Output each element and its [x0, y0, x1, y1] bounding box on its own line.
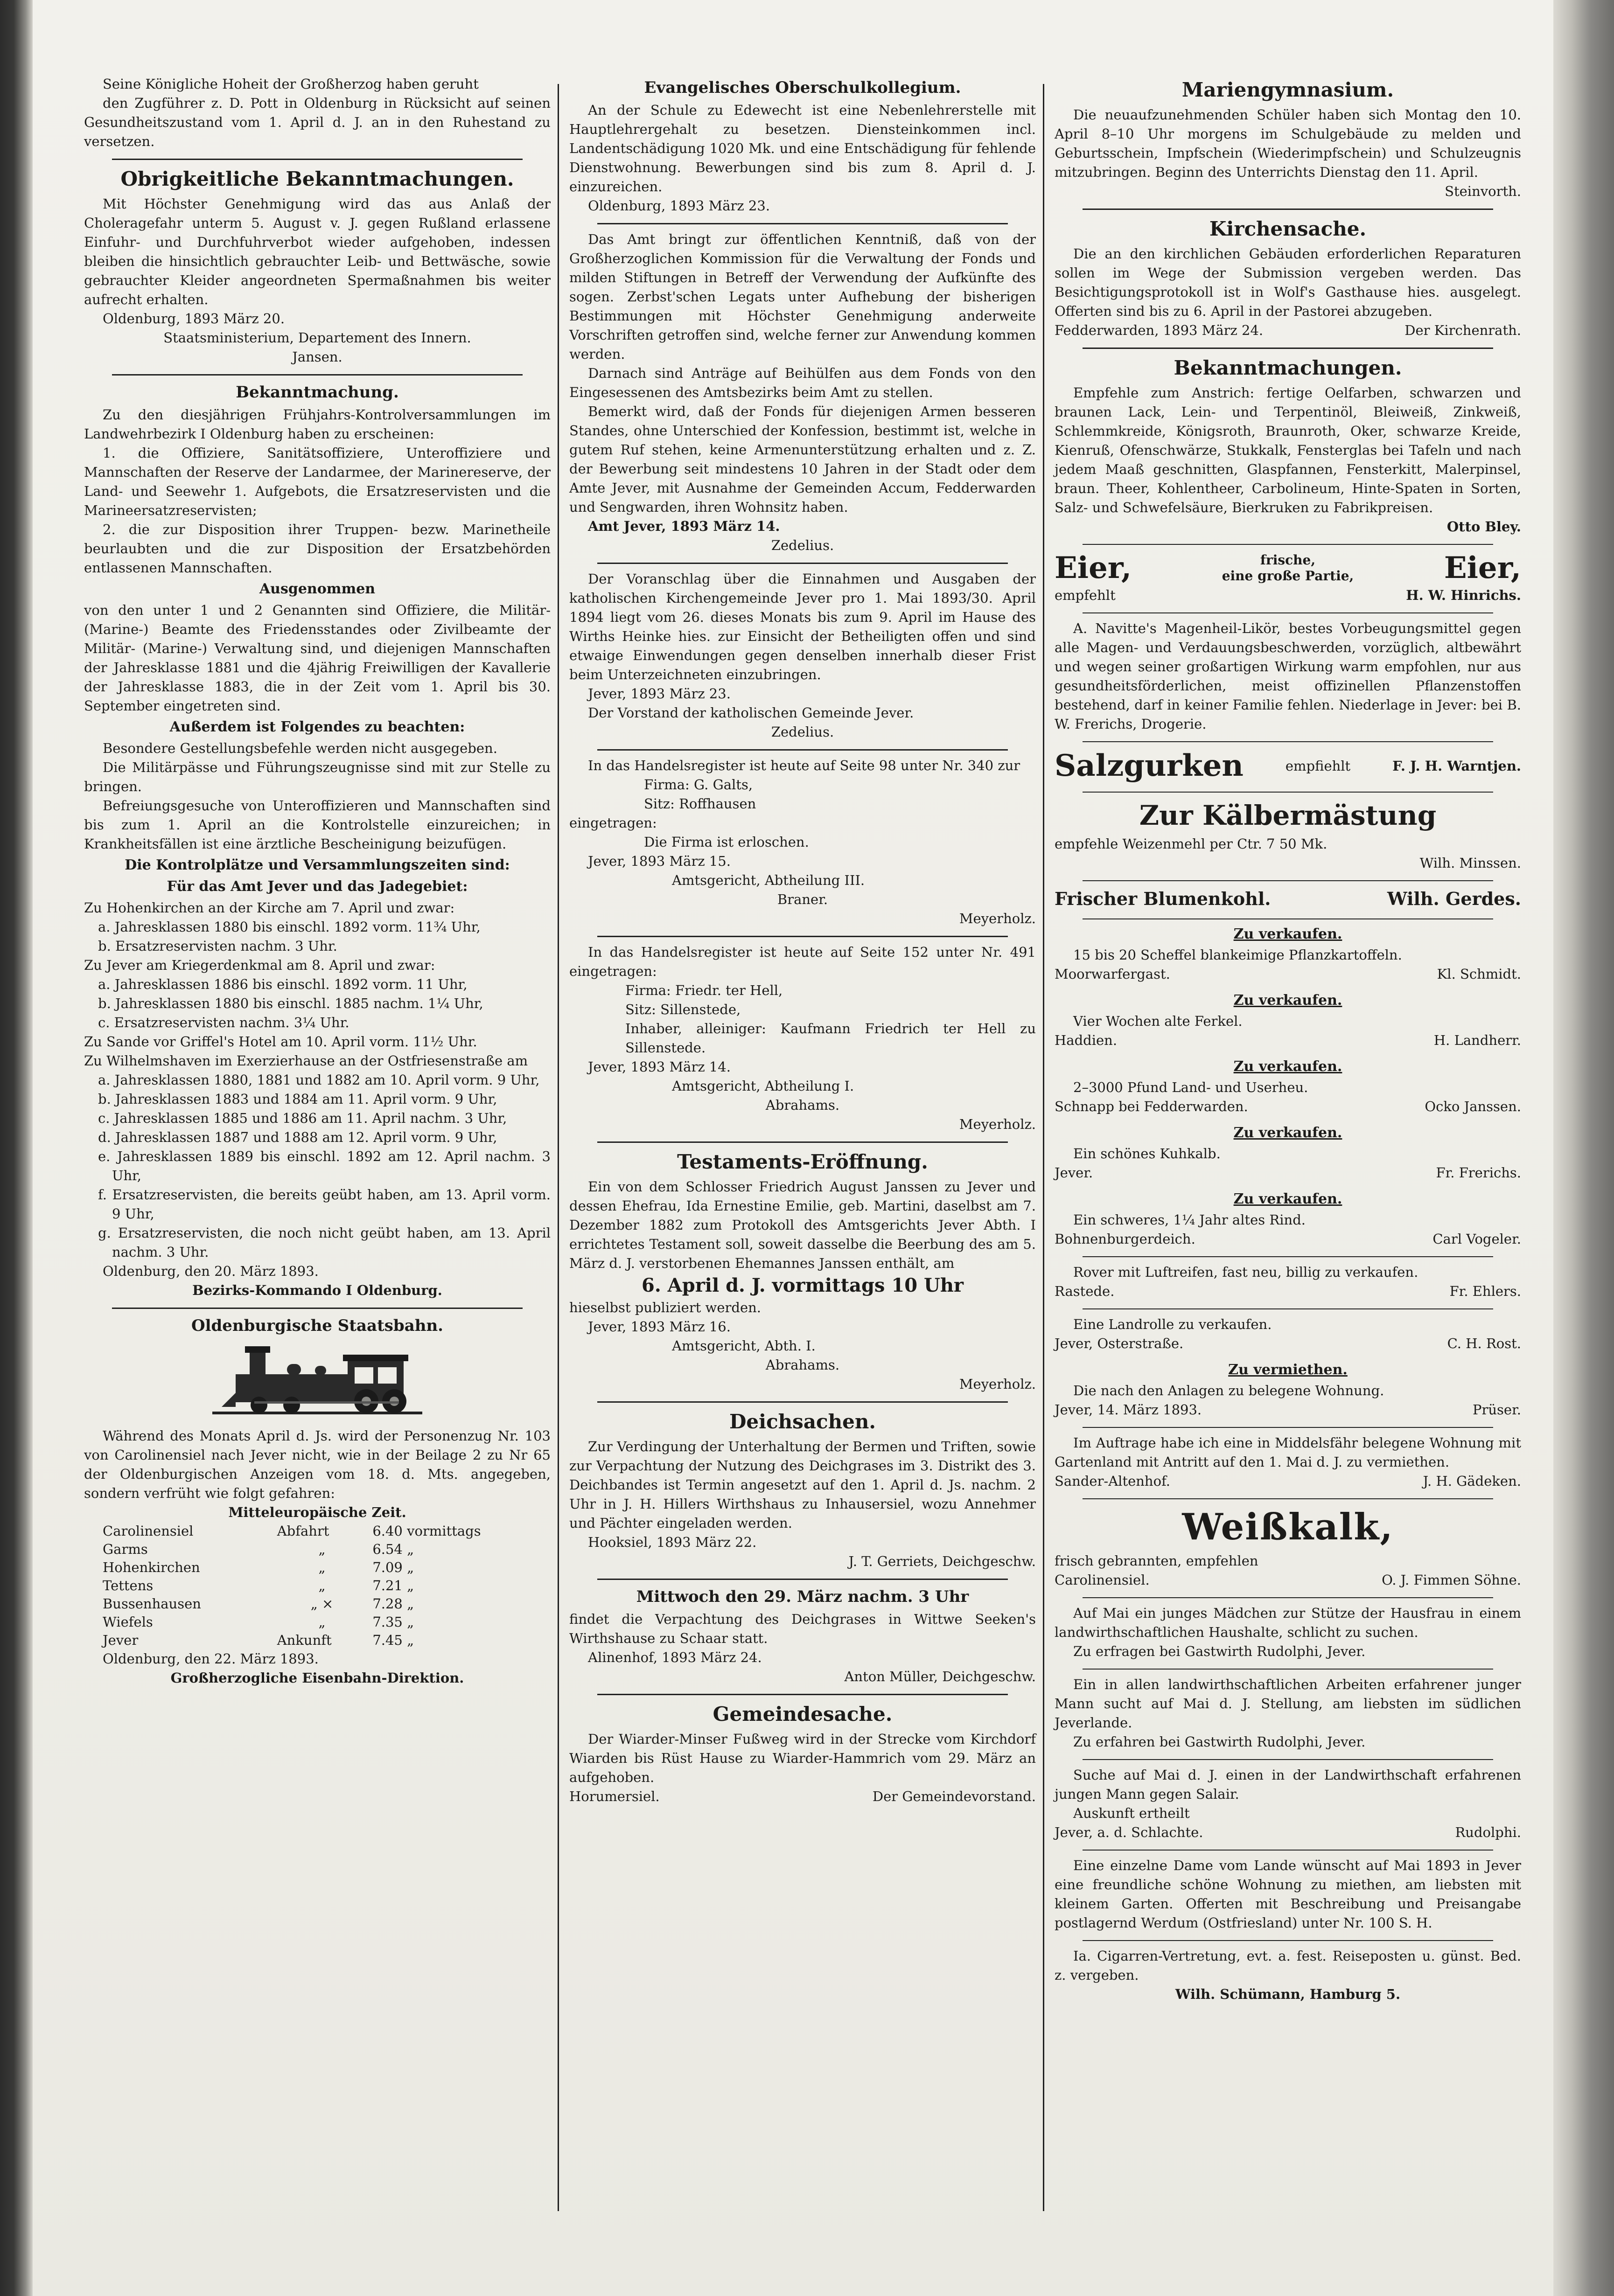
station: Wiefels [103, 1614, 153, 1630]
text: An der Schule zu Edewecht ist eine Nebenlehrerstelle mit Hauptlehrergehalt zu besetzen. Diensteinkommen incl. Landentschädigung 1020 Mk. und eine Entschädigung für fehlende Dienstwohnung. Bewerbungen sind bis zum 8. April d. J. einzureichen. [569, 102, 1036, 195]
text: Firma: Friedr. ter Hell, [625, 982, 783, 998]
text: Auskunft ertheilt [1073, 1805, 1190, 1821]
notice-kirchensache [1055, 216, 1521, 340]
ad-junger-mann [1055, 1675, 1521, 1752]
ad-vermiethen [1055, 1361, 1521, 1419]
date: Jever, 1893 März 14. [588, 1059, 731, 1075]
signature: Abrahams. [765, 1357, 840, 1373]
text: Der Voranschlag über die Einnahmen und Ausgaben der katholischen Kirchengemeinde Jever pro 1. Mai 1893/30. April 1894 liegt vom 26. dieses Monats bis zum 9. April im Hause des Wirths Heinke hies. zur Einsicht der Betheiligten offen und sind etwaige Einwendungen gegen denselben innerhalb dieser Frist beim Unterzeichneten einzubringen. [569, 571, 1036, 682]
text: Mit Höchster Genehmigung wird das aus Anlaß der Choleragefahr unterm 5. August v. J. gegen Rußland erlassene Einfuhr- und Durchfuhrverbot wieder aufgehoben, indessen bleiben die hinsichtlich gebrauchter Leib- und Bettwäsche, sowie gebrauchter Kleider angeordneten Spermaßnahmen bis weiter aufrecht erhalten. [84, 196, 551, 307]
text: Während des Monats April d. Js. wird der Personenzug Nr. 103 von Carolinensiel nach Jever nicht, wie in der Beilage 2 zu Nr 65 der Oldenburgischen Anzeigen vom 18. d. Mts. angegeben, sondern verfrüht wie folgt gefahren: [84, 1428, 551, 1501]
table-row [84, 1631, 551, 1649]
signature-line [1055, 1097, 1521, 1116]
table-row [84, 1522, 551, 1540]
text: 2. die zur Disposition ihrer Truppen- bezw. Marinetheile beurlaubten und die zur Disposition der Ersatzbehörden entlassenen Mannschaften. [84, 522, 551, 576]
subheading: Die Kontrolplätze und Versammlungszeiten sind: [125, 857, 510, 873]
signature: Amtsgericht, Abtheilung III. [672, 872, 865, 888]
ad-dame-wohnung [1055, 1856, 1521, 1933]
place: Sander-Altenhof. [1055, 1473, 1170, 1489]
signature-line [1055, 1230, 1521, 1249]
list-item: c. Jahresklassen 1885 und 1886 am 11. April nachm. 3 Uhr, [98, 1110, 507, 1126]
text: eingetragen: [569, 815, 657, 831]
text: 15 bis 20 Scheffel blankeimige Pflanzkartoffeln. [1073, 947, 1402, 963]
ad-word: Eier, [1055, 550, 1132, 585]
newspaper-page [33, 0, 1553, 2296]
cell: Abfahrt [277, 1523, 329, 1539]
signature-line [1055, 1163, 1521, 1183]
notice-amt-fonds [569, 230, 1036, 555]
ad-headline: Zur Kälbermästung [1139, 800, 1437, 831]
table-row [84, 1613, 551, 1631]
signature: Wilh. Minssen. [1419, 855, 1521, 871]
text: Zu Wilhelmshaven im Exerzierhause an der Ostfriesenstraße am [84, 1053, 528, 1069]
place: Moorwarfergast. [1055, 966, 1170, 982]
subheading: Außerdem ist Folgendes zu beachten: [169, 719, 465, 735]
text: Inhaber, alleiniger: Kaufmann Friedrich ter Hell zu Sillenstede. [625, 1021, 1036, 1056]
text: von den unter 1 und 2 Genannten sind Offiziere, die Militär- (Marine-) Beamte des Friedensstandes oder Zivilbeamte der Militär- (Marine-) Verwaltung sind, und diejenigen Mannschaften der Jahresklasse 1881 und die 4jährig Freiwilligen der Kavallerie der Jahresklasse 1883, die in der Zeit vom 1. April bis 30. September eingetreten sind. [84, 602, 551, 714]
text: empfiehlt [1285, 758, 1351, 774]
ad-headline: Weißkalk, [1182, 1506, 1394, 1548]
signature: Braner. [777, 891, 828, 907]
text: Der Wiarder-Minser Fußweg wird in der Strecke vom Kirchdorf Wiarden bis Rüst Hause zu Wiarder-Hammrich vom 29. März an aufgehoben. [569, 1731, 1036, 1785]
table-row [84, 1558, 551, 1577]
ad-word: Salzgurken [1055, 748, 1244, 783]
time-zone-label: Mitteleuropäische Zeit. [228, 1504, 406, 1520]
ad-verkauf-kartoffeln [1055, 925, 1521, 984]
place: Horumersiel. [569, 1788, 660, 1804]
text: A. Navitte's Magenheil-Likör, bestes Vorbeugungsmittel gegen alle Magen- und Verdauungsbeschwerden, vorzüglich, altbewährt und wegen seiner großartigen Wirkung warm empfohlen, nur aus gesundheitsförderlichen, meist offizinellen Pflanzenstoffen bestehend, darf in keiner Familie fehlen. Niederlage in Jever: bei B. W. Frerichs, Drogerie. [1055, 620, 1521, 732]
text: eine große Partie, [1222, 568, 1354, 584]
text: Zu Hohenkirchen an der Kirche am 7. April und zwar: [84, 900, 455, 916]
signature: J. T. Gerriets, Deichgeschw. [848, 1553, 1036, 1569]
notice-staatsbahn [84, 1315, 551, 1688]
notice-kontrolversammlung [84, 381, 551, 1300]
ad-maedchen [1055, 1604, 1521, 1661]
signature: Amtsgericht, Abtheilung I. [672, 1078, 854, 1094]
text: Eine Landrolle zu verkaufen. [1073, 1316, 1272, 1332]
ad-blumenkohl [1055, 887, 1521, 911]
notice-deichgras [569, 1586, 1036, 1686]
signature: Großherzogliche Eisenbahn-Direktion. [170, 1670, 464, 1686]
heading: Zu verkaufen. [1233, 992, 1342, 1009]
text: Die nach den Anlagen zu belegene Wohnung. [1073, 1383, 1384, 1398]
notice-mariengymnasium [1055, 77, 1521, 201]
station: Tettens [103, 1578, 154, 1593]
date: Amt Jever, 1893 März 14. [588, 518, 780, 534]
date: Oldenburg, 1893 März 23. [588, 198, 770, 214]
signature: Meyerholz. [959, 1376, 1036, 1392]
signature-line [1055, 1031, 1521, 1050]
heading: Deichsachen. [729, 1410, 876, 1433]
signature-line [1055, 1282, 1521, 1301]
text: empfehlt [1055, 587, 1116, 603]
text: frische, [1260, 552, 1316, 568]
list-item: a. Jahresklassen 1886 bis einschl. 1892 vorm. 11 Uhr, [98, 976, 468, 992]
signature: Fr. Frerichs. [1436, 1165, 1521, 1181]
text: Suche auf Mai d. J. einen in der Landwirthschaft erfahrenen jungen Mann gegen Salair. [1055, 1767, 1521, 1802]
ad-word: Eier, [1444, 550, 1521, 585]
cell: 7.45 „ [372, 1632, 414, 1648]
text: Besondere Gestellungsbefehle werden nicht ausgegeben. [103, 740, 497, 756]
ad-landrolle [1055, 1315, 1521, 1353]
signature: F. J. H. Warntjen. [1392, 758, 1521, 774]
text: Empfehle zum Anstrich: fertige Oelfarben, schwarzen und braunen Lack, Lein- und Terpentinöl, Bleiweiß, Zinkweiß, Schlemmkreide, Königsroth, Braunroth, Oker, schwarze Kreide, Kienruß, Ofenschwärze, Stukkalk, Fensterglas bei Tafeln und nach jedem Maaß geschnitten, Glaspfannen, Fensterkitt, Malerpinsel, braun. Theer, Kohlentheer, Carbolineum, Hinte-Spaten in Sorten, Salz- und Schwefelsäure, Bierkruken zu Fabrikpreisen. [1055, 385, 1521, 515]
signature: Anton Müller, Deichgeschw. [844, 1669, 1036, 1684]
text: 2–3000 Pfund Land- und Userheu. [1073, 1079, 1308, 1095]
signature: Der Gemeindevorstand. [872, 1788, 1036, 1804]
cell: „ [318, 1559, 326, 1575]
heading: Zu verkaufen. [1233, 1058, 1342, 1075]
text: In das Handelsregister ist heute auf Seite 98 unter Nr. 340 zur [588, 758, 1020, 773]
text: empfehle Weizenmehl per Ctr. 7 50 Mk. [1055, 836, 1328, 852]
list-item: a. Jahresklassen 1880 bis einschl. 1892 vorm. 11¾ Uhr, [98, 919, 481, 935]
list-item: d. Jahresklassen 1887 und 1888 am 12. April vorm. 9 Uhr, [98, 1129, 497, 1145]
notice-handelsregister-2 [569, 943, 1036, 1134]
timetable [84, 1522, 551, 1649]
signature: C. H. Rost. [1447, 1336, 1521, 1351]
signature-line [1055, 965, 1521, 984]
schedule-list [84, 918, 551, 956]
signature-line [569, 1787, 1036, 1806]
signature: Kl. Schmidt. [1437, 966, 1521, 982]
signature: H. Landherr. [1433, 1032, 1521, 1048]
text: Darnach sind Anträge auf Beihülfen aus dem Fonds von den Eingesessenen des Amtsbezirks beim Amt zu stellen. [569, 365, 1036, 400]
heading: Bekanntmachung. [236, 383, 399, 402]
signature: H. W. Hinrichs. [1406, 587, 1521, 603]
signature: Ocko Janssen. [1425, 1099, 1521, 1114]
place: Rastede. [1055, 1283, 1115, 1299]
list-item: b. Jahresklassen 1883 und 1884 am 11. April vorm. 9 Uhr, [98, 1091, 497, 1107]
text: Zu erfragen bei Gastwirth Rudolphi, Jever. [1073, 1643, 1366, 1659]
column-divider [1043, 84, 1044, 2211]
notice-testament [569, 1148, 1036, 1394]
ad-eier [1055, 550, 1521, 605]
ad-middelsfaehr [1055, 1433, 1521, 1491]
text: Firma: G. Galts, [644, 777, 753, 793]
ad-eier-headline [1055, 550, 1521, 586]
text: Die Militärpässe und Führungszeugnisse sind mit zur Stelle zu bringen. [84, 759, 551, 794]
signature: Bezirks-Kommando I Oldenburg. [192, 1282, 442, 1298]
notice-anstrich [1055, 355, 1521, 536]
place: Bohnenburgerdeich. [1055, 1231, 1195, 1247]
place: Jever, Osterstraße. [1055, 1336, 1184, 1351]
signature: J. H. Gädeken. [1423, 1473, 1521, 1489]
notice-gemeindesache [569, 1701, 1036, 1806]
signature: Wilh. Gerdes. [1387, 888, 1521, 909]
ad-magenheil [1055, 619, 1521, 734]
text: Zu den diesjährigen Frühjahrs-Kontrolversammlungen im Landwehrbezirk I Oldenburg haben zu erscheinen: [84, 407, 551, 442]
table-row [84, 1595, 551, 1613]
text: Die Firma ist erloschen. [644, 834, 809, 850]
text: Frischer Blumenkohl. [1055, 888, 1271, 909]
page-right-edge [1553, 0, 1614, 2296]
schedule-list [84, 1071, 551, 1262]
place: Haddien. [1055, 1032, 1118, 1048]
notice-handelsregister-1 [569, 756, 1036, 928]
signature: Jansen. [292, 349, 342, 365]
date: Oldenburg, den 22. März 1893. [103, 1651, 319, 1667]
signature-line [1055, 586, 1521, 605]
subheading: Ausgenommen [259, 581, 376, 597]
date: Hooksiel, 1893 März 22. [588, 1534, 757, 1550]
column-1 [84, 75, 551, 1695]
notice-voranschlag [569, 570, 1036, 742]
heading: Kirchensache. [1209, 217, 1367, 240]
signature: Meyerholz. [959, 911, 1036, 926]
station: Carolinensiel [103, 1523, 194, 1539]
signature-line [1055, 1472, 1521, 1491]
signature-line [1055, 1334, 1521, 1353]
list-item: f. Ersatzreservisten, die bereits geübt haben, am 13. April vorm. 9 Uhr, [98, 1187, 551, 1222]
place: Jever, 14. März 1893. [1055, 1402, 1202, 1418]
heading: Mariengymnasium. [1181, 78, 1394, 101]
signature: Carl Vogeler. [1432, 1231, 1521, 1247]
ad-subtitle [1222, 552, 1354, 584]
date: Oldenburg, den 20. März 1893. [103, 1263, 319, 1279]
ad-kaelbermaestung [1055, 798, 1521, 873]
schedule-list [84, 975, 551, 1032]
date: Jever, 1893 März 16. [588, 1319, 731, 1335]
text: Die neuaufzunehmenden Schüler haben sich Montag den 10. April 8–10 Uhr morgens im Schulgebäude zu melden und Geburtsschein, Impfschein (Wiederimpfschein) und Schulzeugnis mitzubringen. Beginn des Unterrichts Dienstag den 11. April. [1055, 107, 1521, 180]
text: Rover mit Luftreifen, fast neu, billig zu verkaufen. [1073, 1264, 1418, 1280]
heading: Gemeindesache. [713, 1703, 893, 1725]
list-item: b. Jahresklassen 1880 bis einschl. 1885 nachm. 1¼ Uhr, [98, 995, 483, 1011]
date: Jever, 1893 März 15. [588, 853, 731, 869]
text: Befreiungsgesuche von Unteroffizieren und Mannschaften sind bis zum 1. April an die Kontrolstelle einzureichen; in Krankheitsfällen ist eine ärztliche Bescheinigung beizufügen. [84, 798, 551, 852]
text: Eine einzelne Dame vom Lande wünscht auf Mai 1893 in Jever eine freundliche schöne Wohnung zu miethen, am liebsten mit kleinem Garten. Offerten mit Beschreibung und Preisangabe postlagernd Werdum (Ostfriesland) unter Nr. 100 S. H. [1055, 1858, 1521, 1931]
text: Zu erfahren bei Gastwirth Rudolphi, Jever. [1073, 1734, 1366, 1750]
signature-line [1055, 321, 1521, 340]
cell: 7.09 „ [372, 1559, 414, 1575]
signature: Prüser. [1473, 1402, 1521, 1418]
signature: Der Vorstand der katholischen Gemeinde Jever. [588, 705, 914, 721]
list-item: g. Ersatzreservisten, die noch nicht geübt haben, am 13. April nachm. 3 Uhr. [98, 1225, 551, 1260]
text: Ein schönes Kuhkalb. [1073, 1146, 1221, 1162]
text: Seine Königliche Hoheit der Großherzog haben geruht [103, 76, 479, 92]
heading: Testaments-Eröffnung. [677, 1150, 928, 1173]
heading: Zu verkaufen. [1233, 1191, 1342, 1207]
signature-line [1055, 1571, 1521, 1590]
date: Alinenhof, 1893 März 24. [588, 1649, 762, 1665]
text: Vier Wochen alte Ferkel. [1073, 1013, 1243, 1029]
signature: Der Kirchenrath. [1404, 322, 1521, 338]
text: hieselbst publiziert werden. [569, 1300, 762, 1315]
text: Zur Verdingung der Unterhaltung der Bermen und Triften, sowie zur Verpachtung der Nutzung des Deichgrases im 3. Distrikt des 3. Deichbandes ist Termin angesetzt auf den 1. April d. Js. nachm. 2 Uhr in J. H. Hillers Wirthshaus zu Inhausersiel, wozu Annehmer und Pächter eingeladen werden. [569, 1439, 1036, 1531]
ad-row [1055, 748, 1521, 784]
cell: „ [318, 1578, 326, 1593]
notice-obrigkeitliche [84, 166, 551, 367]
date: Oldenburg, 1893 März 20. [103, 311, 285, 327]
book-binding-edge [0, 0, 33, 2296]
text: 1. die Offiziere, Sanitätsoffiziere, Unteroffiziere und Mannschaften der Reserve der Landarmee, der Marinereserve, der Land- und Seewehr 1. Aufgebots, die Ersatzreservisten und die Marineersatzreservisten; [84, 445, 551, 518]
cell: Ankunft [277, 1632, 332, 1648]
station: Jever [103, 1632, 139, 1648]
station: Garms [103, 1541, 148, 1557]
list-item: b. Ersatzreservisten nachm. 3 Uhr. [98, 938, 337, 954]
heading: Zu verkaufen. [1233, 1125, 1342, 1141]
signature: Staatsministerium, Departement des Innern. [163, 330, 471, 346]
text: Sitz: Roffhausen [644, 796, 756, 812]
signature: Amtsgericht, Abth. I. [672, 1338, 816, 1354]
signature: Zedelius. [771, 724, 834, 740]
signature: Rudolphi. [1455, 1824, 1521, 1840]
locomotive-icon [208, 1342, 427, 1421]
text: Zu Jever am Kriegerdenkmal am 8. April und zwar: [84, 957, 435, 973]
ad-rover [1055, 1263, 1521, 1301]
ad-verkauf-ferkel [1055, 991, 1521, 1050]
text: Ia. Cigarren-Vertretung, evt. a. fest. Reiseposten u. günst. Bed. z. vergeben. [1055, 1948, 1521, 1983]
text: Zu Sande vor Griffel's Hotel am 10. April vorm. 11½ Uhr. [84, 1034, 477, 1050]
heading: Obrigkeitliche Bekanntmachungen. [120, 167, 514, 190]
cell: „ [318, 1541, 326, 1557]
signature: Wilh. Schümann, Hamburg 5. [1175, 1986, 1401, 2002]
text: Sitz: Sillenstede, [625, 1002, 741, 1017]
heading: Bekanntmachungen. [1174, 356, 1402, 379]
text: Die an den kirchlichen Gebäuden erforderlichen Reparaturen sollen im Wege der Submission vergeben werden. Das Besichtigungsprotokoll ist in Wolf's Gasthause hies. ausgelegt. Offerten sind bis zu 6. April in der Pastorei abzugeben. [1055, 246, 1521, 319]
heading: Mittwoch den 29. März nachm. 3 Uhr [636, 1587, 969, 1606]
text: Ein schweres, 1¼ Jahr altes Rind. [1073, 1212, 1306, 1228]
cell: 7.28 „ [372, 1596, 414, 1612]
place: Jever. [1055, 1165, 1093, 1181]
ad-weisskalk [1055, 1505, 1521, 1590]
signature: O. J. Fimmen Söhne. [1382, 1572, 1521, 1588]
heading: Zu vermiethen. [1228, 1362, 1348, 1378]
ad-row [1055, 887, 1521, 911]
ad-cigarren [1055, 1947, 1521, 2004]
place: Jever, a. d. Schlachte. [1055, 1824, 1203, 1840]
text: Bemerkt wird, daß der Fonds für diejenigen Armen besseren Standes, ohne Unterschied der Konfession, bestimmt ist, welche in gutem Ruf stehen, keine Armenunterstützung erhalten und z. Z. der Bewerbung seit mindestens 10 Jahren in der Stadt oder dem Amte Jever, mit Ausnahme der Gemeinden Accum, Fedderwarden und Sengwarden, ihren Wohnsitz haben. [569, 404, 1036, 515]
list-item: e. Jahresklassen 1889 bis einschl. 1892 am 12. April nachm. 3 Uhr, [98, 1148, 551, 1183]
column-divider [558, 84, 559, 2211]
highlight-date: 6. April d. J. vormittags 10 Uhr [642, 1274, 964, 1296]
text: frisch gebrannten, empfehlen [1055, 1553, 1258, 1569]
station: Bussenhausen [103, 1596, 201, 1612]
signature: Zedelius. [771, 537, 834, 553]
station: Hohenkirchen [103, 1559, 200, 1575]
place: Schnapp bei Fedderwarden. [1055, 1099, 1248, 1114]
column-2 [569, 75, 1036, 1814]
signature: Meyerholz. [959, 1116, 1036, 1132]
table-row [84, 1540, 551, 1558]
cell: „ × [310, 1596, 334, 1612]
place-date: Fedderwarden, 1893 März 24. [1055, 322, 1264, 338]
text: den Zugführer z. D. Pott in Oldenburg in Rücksicht auf seinen Gesundheitszustand vom 1. April d. J. an in den Ruhestand zu versetzen. [84, 95, 551, 149]
signature: Otto Bley. [1446, 519, 1521, 535]
text: Im Auftrage habe ich eine in Middelsfähr belegene Wohnung mit Gartenland mit Antritt auf den 1. Mai d. J. zu vermiethen. [1055, 1435, 1521, 1470]
text: Auf Mai ein junges Mädchen zur Stütze der Hausfrau in einem landwirthschaftlichen Haushalte, schlicht zu suchen. [1055, 1605, 1521, 1640]
ad-verkauf-heu [1055, 1058, 1521, 1116]
notice-oberschulkollegium [569, 77, 1036, 216]
ad-salzgurken [1055, 748, 1521, 784]
list-item: a. Jahresklassen 1880, 1881 und 1882 am 10. April vorm. 9 Uhr, [98, 1072, 540, 1088]
cell: 7.35 „ [372, 1614, 414, 1630]
signature-line [1055, 1823, 1521, 1842]
place: Carolinensiel. [1055, 1572, 1150, 1588]
ad-suche-mann [1055, 1766, 1521, 1842]
notice-appointment [84, 75, 551, 151]
ad-verkauf-kuhkalb [1055, 1124, 1521, 1183]
list-item: c. Ersatzreservisten nachm. 3¼ Uhr. [98, 1015, 349, 1030]
heading: Zu verkaufen. [1233, 926, 1342, 942]
cell: 6.54 „ [372, 1541, 414, 1557]
heading: Evangelisches Oberschulkollegium. [644, 78, 961, 97]
cell: „ [318, 1614, 326, 1630]
text: findet die Verpachtung des Deichgrases in Wittwe Seeken's Wirthshause zu Schaar statt. [569, 1611, 1036, 1646]
signature: Fr. Ehlers. [1449, 1283, 1521, 1299]
subheading: Für das Amt Jever und das Jadegebiet: [167, 878, 468, 895]
text: Ein in allen landwirthschaftlichen Arbeiten erfahrener junger Mann sucht auf Mai d. J. Stellung, am liebsten im südlichen Jeverlande. [1055, 1677, 1521, 1731]
text: In das Handelsregister ist heute auf Seite 152 unter Nr. 491 eingetragen: [569, 944, 1036, 979]
date: Jever, 1893 März 23. [588, 686, 731, 702]
text: Das Amt bringt zur öffentlichen Kenntniß, daß von der Großherzoglichen Kommission für die Verwaltung der Fonds und milden Stiftungen in Betreff der Verwendung der Aufkünfte des sogen. Zerbst'schen Legats unter Aufhebung der bisherigen Bestimmungen mit Höchster Genehmigung anderweite Vorschriften getroffen sind, welche ferner zur Anwendung kommen werden. [569, 231, 1036, 362]
table-row [84, 1577, 551, 1595]
signature-line [1055, 1400, 1521, 1419]
cell: 6.40 vormittags [372, 1523, 481, 1539]
signature: Steinvorth. [1445, 183, 1521, 199]
cell: 7.21 „ [372, 1578, 414, 1593]
heading: Oldenburgische Staatsbahn. [191, 1316, 444, 1335]
column-3 [1055, 75, 1521, 2011]
signature: Abrahams. [765, 1097, 840, 1113]
ad-verkauf-rind [1055, 1190, 1521, 1249]
text: Ein von dem Schlosser Friedrich August Janssen zu Jever und dessen Ehefrau, Ida Ernestine Emilie, geb. Martini, daselbst am 7. Dezember 1882 zum Protokoll des Amtsgerichts Jever Abth. I errichtetes Testament soll, soweit dasselbe die Beerbung des am 5. März d. J. verstorbenen Ehemannes Janssen enthält, am [569, 1179, 1036, 1271]
notice-deichsachen [569, 1408, 1036, 1571]
